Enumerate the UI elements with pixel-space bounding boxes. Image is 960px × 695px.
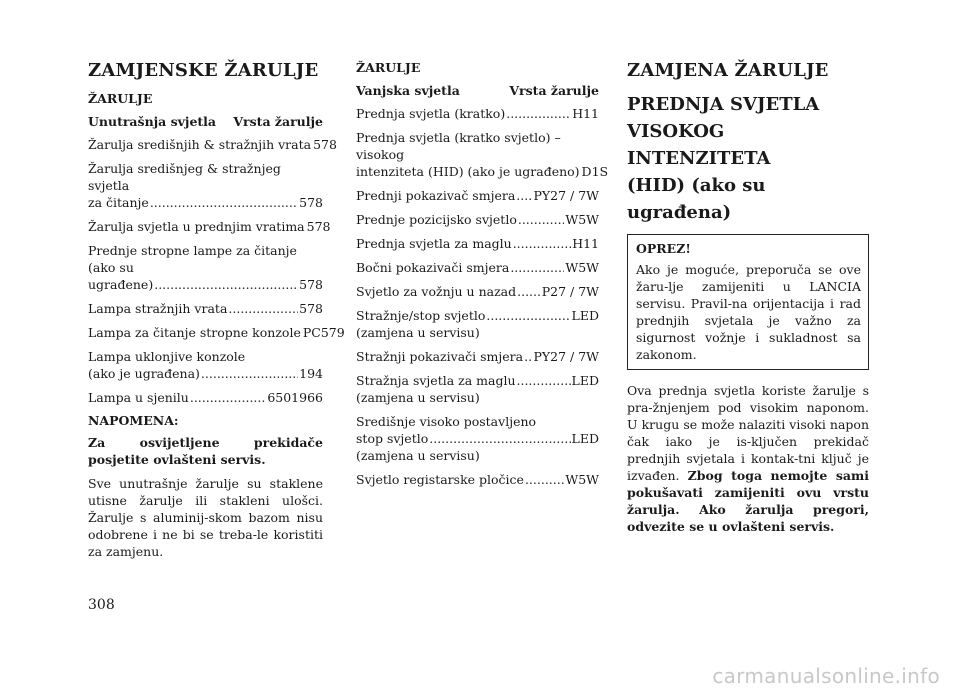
- bulb-entry-label: Bočni pokazivači smjera: [356, 260, 510, 275]
- bulb-entry: [88, 136, 337, 153]
- bulb-entry: [88, 300, 323, 317]
- header-light-type: Vanjska svjetla: [356, 83, 460, 98]
- bulb-entry-label: intenziteta (HID) (ako je ugrađeno): [356, 164, 580, 179]
- subsection-title-line: VISOKOG INTENZITETA: [627, 121, 771, 169]
- bulb-entry-label: Stražnja svjetla za maglu: [356, 373, 516, 388]
- warning-box: [627, 234, 869, 370]
- subsection-title-line: PREDNJA SVJETLA: [627, 94, 820, 115]
- bulb-entry-line: [88, 365, 323, 382]
- bulb-entry-value: PC579: [302, 325, 345, 340]
- column-interior-bulbs: [88, 60, 345, 560]
- bulb-entry-label: Stražnji pokazivači smjera: [356, 349, 524, 364]
- bulb-entry-label: ugrađene): [88, 277, 154, 292]
- bulb-list: [88, 136, 345, 406]
- bulb-entry-label: Stražnje/stop svjetlo: [356, 308, 486, 323]
- section-title: ZAMJENSKE ŽARULJE: [88, 60, 319, 81]
- dot-leader: [150, 194, 298, 211]
- note-title: NAPOMENA:: [88, 413, 179, 428]
- dot-leader: [228, 300, 298, 317]
- warning-title: OPREZ!: [636, 241, 691, 256]
- bulb-entry-line: [356, 348, 599, 365]
- bulb-entry: [356, 348, 599, 365]
- bulb-entry-prefix: Središnje visoko postavljeno: [356, 414, 537, 429]
- bulb-entry-label: Svjetlo za vožnju u nazad: [356, 284, 517, 299]
- bulb-entry-line: [356, 187, 599, 204]
- bulb-entry-label: Lampa stražnjih vrata: [88, 301, 228, 316]
- bulb-entry-line: [356, 372, 599, 389]
- bulb-entry: [356, 283, 599, 300]
- dot-leader: [486, 307, 570, 324]
- bulb-entry-line: [356, 283, 599, 300]
- bulb-entry-label: za čitanje: [88, 195, 149, 210]
- bulb-entry-value: 578: [313, 137, 337, 152]
- bulb-entry: [356, 413, 599, 464]
- bulb-entry-prefix: Lampa uklonjive konzole: [88, 349, 246, 364]
- bulb-entry-value: 578: [299, 195, 323, 210]
- dot-leader: [517, 283, 541, 300]
- bulb-entry: [356, 129, 609, 180]
- header-bulb-type: Vrsta žarulje: [233, 114, 323, 129]
- hid-paragraph-text: Ova prednja svjetla koriste žarulje s pra-žnjenjem pod visokim naponom. U krugu se može nalaziti visoki napon čak iako je is-ključen prekidač prednjih svjetala i kontak-tni ključ je izvađen.: [627, 383, 869, 483]
- bulb-entry-value: H11: [572, 106, 599, 121]
- bulb-entry-suffix: (zamjena u servisu): [356, 390, 480, 405]
- bulb-entry: [88, 324, 345, 341]
- section-subtitle: ŽARULJE: [356, 60, 421, 75]
- hid-paragraph-bold: Zbog toga nemojte sami pokušavati zamijeniti ovu vrstu žarulja. Ako žarulja pregori, odvezite se u ovlašteni servis.: [627, 468, 869, 534]
- dot-leader: [525, 471, 564, 488]
- bulb-entry-value: PY27 / 7W: [533, 349, 599, 364]
- bulb-entry-label: (ako je ugrađena): [88, 366, 200, 381]
- bulb-entry: [88, 389, 323, 406]
- warning-text: Ako je moguće, preporuča se ove žaru-lje zamijeniti u LANCIA servisu. Pravil-na orijentacija i rad prednjih svjetala je važno za sigurnost vožnje i sukladnost sa zakonom.: [636, 262, 861, 362]
- bulb-entry-line: [356, 105, 599, 122]
- bulb-entry: [356, 372, 599, 406]
- dot-leader: [429, 430, 570, 447]
- bulb-entry-prefix: Prednja svjetla (kratko svjetlo) – visokog: [356, 130, 561, 162]
- bulb-entry-label: Prednja svjetla za maglu: [356, 236, 512, 251]
- bulb-entry-label: Žarulja svjetla u prednjim vratima: [88, 219, 305, 234]
- header-bulb-type: Vrsta žarulje: [509, 83, 599, 98]
- bulb-entry-value: PY27 / 7W: [533, 188, 599, 203]
- bulb-entry-value: LED: [571, 308, 599, 323]
- dot-leader: [201, 365, 298, 382]
- bulb-entry-value: D1S: [581, 164, 609, 179]
- bulb-entry-line: [88, 136, 337, 153]
- table-header: [356, 83, 599, 98]
- dot-leader: [516, 187, 532, 204]
- section-subtitle: ŽARULJE: [88, 91, 153, 106]
- bulb-entry-line: [356, 163, 609, 180]
- bulb-entry-prefix: Žarulja središnjeg & stražnjeg svjetla: [88, 161, 281, 193]
- bulb-entry-value: 578: [299, 277, 323, 292]
- bulb-entry: [88, 218, 331, 235]
- bulb-entry-line: [356, 211, 599, 228]
- dot-leader: [190, 389, 266, 406]
- bulb-entry-suffix: (zamjena u servisu): [356, 325, 480, 340]
- bulb-entry-label: Svjetlo registarske pločice: [356, 472, 524, 487]
- bulb-entry-prefix: Prednje stropne lampe za čitanje (ako su: [88, 243, 297, 275]
- bulb-entry-line: [356, 471, 599, 488]
- bulb-list: [356, 105, 609, 488]
- note-text: Sve unutrašnje žarulje su staklene utisne žarulje ili stakleni ulošci. Žarulje s aluminij-skom bazom nisu odobrene i ne bi se treba-le koristiti za zamjenu.: [88, 476, 323, 559]
- bulb-entry-line: [88, 194, 323, 211]
- dot-leader: [510, 259, 564, 276]
- header-light-type: Unutrašnja svjetla: [88, 114, 217, 129]
- bulb-entry-value: H11: [572, 236, 599, 251]
- bulb-entry-line: [88, 389, 323, 406]
- dot-leader: [518, 211, 564, 228]
- bulb-entry-line: [356, 430, 599, 447]
- bulb-entry-value: 194: [299, 366, 323, 381]
- bulb-entry-label: Prednji pokazivač smjera: [356, 188, 516, 203]
- section-title: ZAMJENA ŽARULJE: [627, 60, 829, 81]
- bulb-entry-value: W5W: [565, 260, 599, 275]
- dot-leader: [517, 372, 571, 389]
- bulb-entry-value: 6501966: [267, 390, 323, 405]
- subsection-title-line: (HID) (ako su ugrađena): [627, 175, 766, 223]
- bulb-entry: [356, 471, 599, 488]
- note-bold-text: Za osvijetljene prekidače posjetite ovlašteni servis.: [88, 435, 323, 467]
- dot-leader: [154, 276, 298, 293]
- bulb-entry-value: 578: [306, 219, 331, 234]
- bulb-entry: [356, 235, 599, 252]
- hid-paragraph: [627, 382, 869, 535]
- bulb-entry-label: Prednja svjetla (kratko): [356, 106, 506, 121]
- dot-leader: [524, 348, 532, 365]
- bulb-entry-suffix: (zamjena u servisu): [356, 448, 480, 463]
- bulb-entry-label: Žarulja središnjih & stražnjih vrata: [88, 137, 312, 152]
- bulb-entry-line: [356, 235, 599, 252]
- bulb-entry: [88, 242, 323, 293]
- bulb-entry-line: [88, 324, 345, 341]
- dot-leader: [506, 105, 571, 122]
- bulb-entry: [356, 105, 599, 122]
- bulb-entry-value: 578: [299, 301, 323, 316]
- bulb-entry-line: [356, 307, 599, 324]
- bulb-entry-label: Lampa u sjenilu: [88, 390, 189, 405]
- bulb-entry-label: Prednje pozicijsko svjetlo: [356, 212, 517, 227]
- bulb-entry: [356, 307, 599, 341]
- bulb-entry: [356, 259, 599, 276]
- watermark: carmanualsonline.info: [712, 664, 940, 688]
- bulb-entry-value: W5W: [565, 212, 599, 227]
- bulb-entry-value: P27 / 7W: [541, 284, 599, 299]
- table-header: [88, 114, 323, 129]
- page-number: 308: [88, 597, 115, 613]
- bulb-entry: [88, 160, 323, 211]
- bulb-entry-value: W5W: [565, 472, 599, 487]
- bulb-entry-line: [88, 300, 323, 317]
- bulb-entry-value: LED: [571, 431, 599, 446]
- bulb-entry-value: LED: [571, 373, 599, 388]
- bulb-entry: [356, 187, 599, 204]
- bulb-entry-label: stop svjetlo: [356, 431, 429, 446]
- bulb-entry: [88, 348, 323, 382]
- column-exterior-bulbs: [356, 60, 609, 495]
- bulb-entry-line: [356, 259, 599, 276]
- bulb-entry-line: [88, 218, 331, 235]
- bulb-entry-line: [88, 276, 323, 293]
- column-bulb-replacement: [627, 60, 869, 535]
- dot-leader: [513, 235, 571, 252]
- bulb-entry-label: Lampa za čitanje stropne konzole: [88, 325, 301, 340]
- bulb-entry: [356, 211, 599, 228]
- subsection-title: [627, 91, 869, 226]
